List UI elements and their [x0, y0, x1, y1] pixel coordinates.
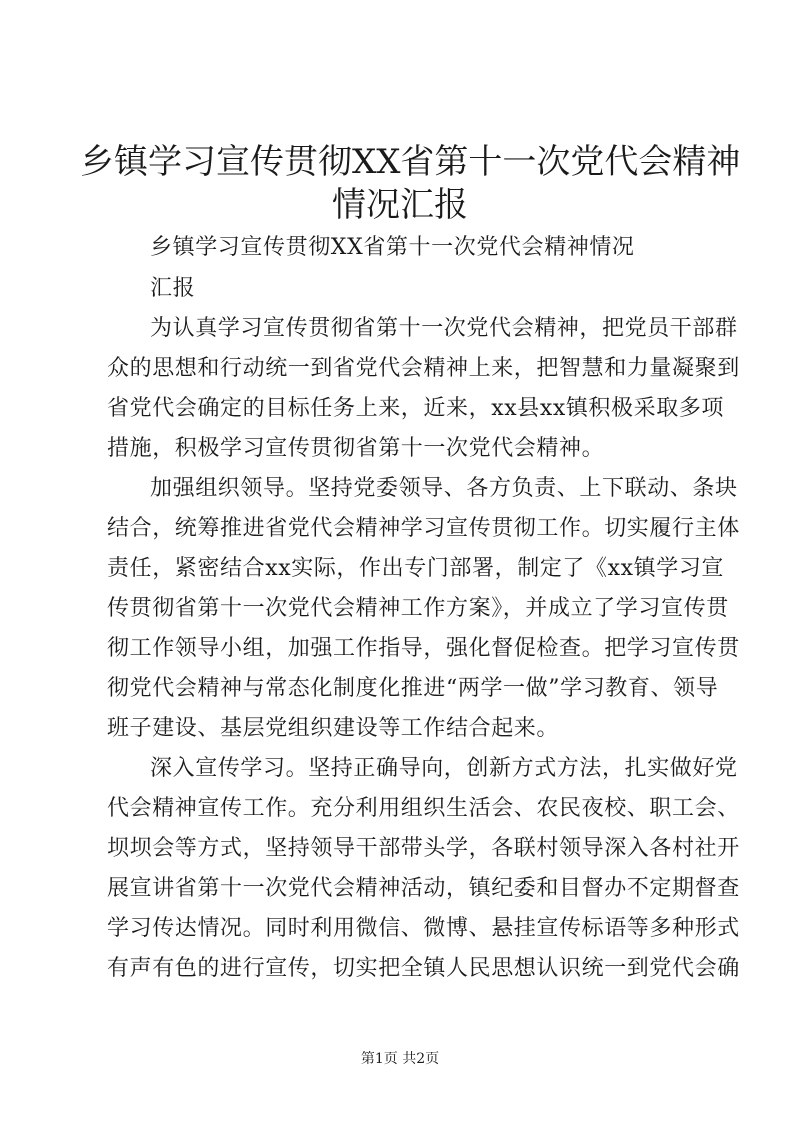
body-line: 有声有色的进行宣传，切实把全镇人民思想认识统一到党代会确: [107, 956, 740, 981]
body-line: 传贯彻省第十一次党代会精神工作方案》，并成立了学习宣传贯: [107, 596, 729, 621]
body-line: 为认真学习宣传贯彻省第十一次党代会精神，把党员干部群: [150, 316, 738, 341]
body-line: 省党代会确定的目标任务上来，近来，xx县xx镇积极采取多项: [107, 396, 725, 421]
body-line: 责任，紧密结合xx实际，作出专门部署，制定了《xx镇学习宣: [107, 556, 725, 581]
body-line: 结合，统筹推进省党代会精神学习宣传贯彻工作。切实履行主体: [107, 516, 740, 541]
body-line: 深入宣传学习。坚持正确导向，创新方式方法，扎实做好党: [150, 756, 738, 781]
body-line: 学习传达情况。同时利用微信、微博、悬挂宣传标语等多种形式: [107, 916, 740, 941]
body-line: 展宣讲省第十一次党代会精神活动，镇纪委和目督办不定期督查: [107, 876, 740, 901]
body-line: 坝坝会等方式，坚持领导干部带头学，各联村领导深入各村社开: [107, 836, 740, 861]
body-line: 班子建设、基层党组织建设等工作结合起来。: [107, 716, 560, 741]
body-line: 措施，积极学习宣传贯彻省第十一次党代会精神。: [107, 436, 605, 461]
page-footer: 第1页 共2页: [360, 1051, 440, 1067]
body-line: 加强组织领导。坚持党委领导、各方负责、上下联动、条块: [150, 476, 738, 501]
body-line: 汇报: [150, 276, 196, 301]
body-line: 代会精神宣传工作。充分利用组织生活会、农民夜校、职工会、: [107, 796, 740, 821]
document-title-line-2: 情况汇报: [332, 185, 468, 225]
body-line: 彻党代会精神与常态化制度化推进“两学一做”学习教育、领导: [107, 676, 719, 701]
body-line: 彻工作领导小组，加强工作指导，强化督促检查。把学习宣传贯: [107, 636, 740, 661]
document-title-line-1: 乡镇学习宣传贯彻XX省第十一次党代会精神: [80, 142, 741, 182]
body-line: 乡镇学习宣传贯彻XX省第十一次党代会精神情况: [150, 235, 635, 260]
body-line: 众的思想和行动统一到省党代会精神上来，把智慧和力量凝聚到: [107, 356, 740, 381]
